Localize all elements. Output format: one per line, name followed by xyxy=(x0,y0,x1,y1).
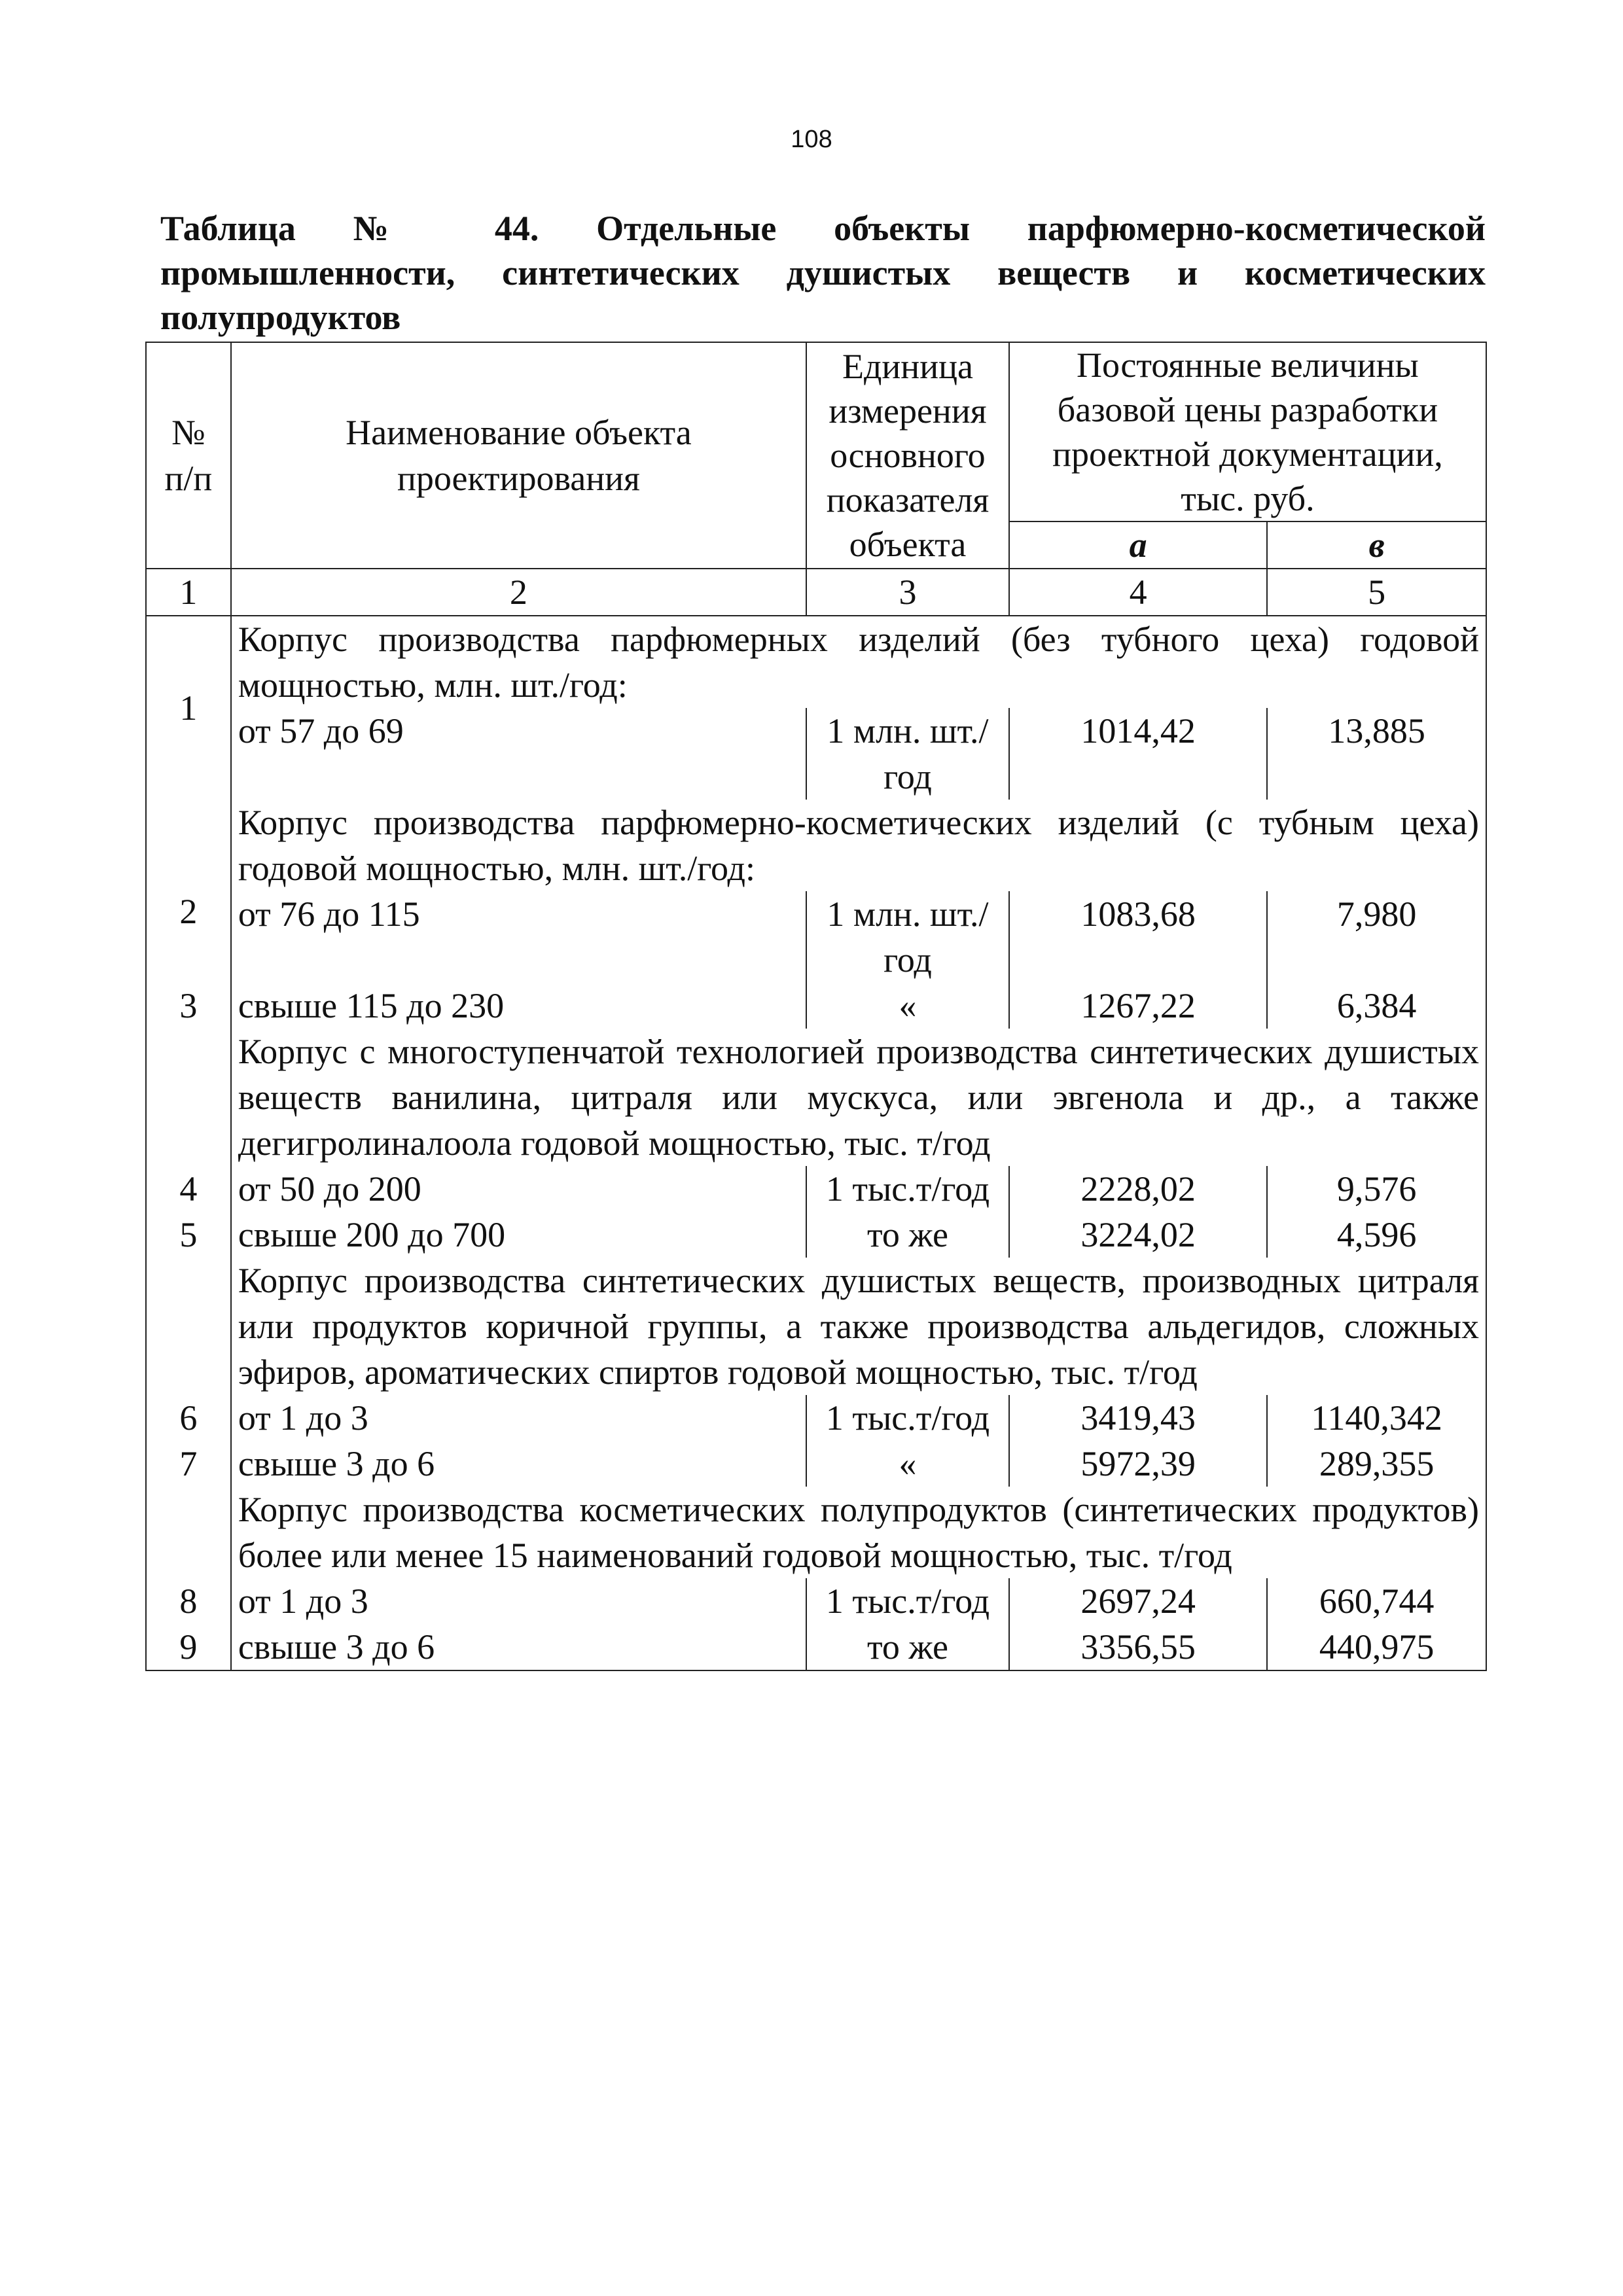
row-unit: « xyxy=(806,983,1009,1029)
col-number: 4 xyxy=(1009,569,1267,616)
row-value-b: 6,384 xyxy=(1267,983,1486,1029)
row-value-b: 7,980 xyxy=(1267,891,1486,983)
row-value-a: 1267,22 xyxy=(1009,983,1267,1029)
row-number-empty xyxy=(146,1487,231,1578)
page-number: 108 xyxy=(791,126,832,153)
row-number: 6 xyxy=(146,1395,231,1441)
row-name: от 50 до 200 xyxy=(231,1166,806,1212)
row-number-empty xyxy=(146,1029,231,1166)
row-value-a: 5972,39 xyxy=(1009,1441,1267,1487)
header-num: № п/п xyxy=(146,342,231,569)
table-title: Таблица № 44. Отдельные объекты парфюмерно-косметической промышленности, синтетических душистых веществ и косметических полупродуктов xyxy=(160,209,1486,337)
row-value-a: 3356,55 xyxy=(1009,1624,1267,1670)
table-row xyxy=(146,891,1486,983)
row-name: от 1 до 3 xyxy=(231,1395,806,1441)
table-body xyxy=(146,342,1486,1670)
price-table xyxy=(145,342,1487,1671)
row-value-b: 1140,342 xyxy=(1267,1395,1486,1441)
table-row xyxy=(146,1212,1486,1258)
col-number: 5 xyxy=(1267,569,1486,616)
row-name: свыше 115 до 230 xyxy=(231,983,806,1029)
table-row xyxy=(146,1441,1486,1487)
header-row xyxy=(146,342,1486,521)
row-value-a: 2228,02 xyxy=(1009,1166,1267,1212)
row-name: свыше 3 до 6 xyxy=(231,1441,806,1487)
group-row xyxy=(146,1487,1486,1578)
header-name: Наименование объекта проектирования xyxy=(231,342,806,569)
row-number: 7 xyxy=(146,1441,231,1487)
row-number-empty xyxy=(146,1258,231,1395)
row-unit: 1 тыс.т/год xyxy=(806,1578,1009,1624)
row-value-b: 4,596 xyxy=(1267,1212,1486,1258)
group-title: Корпус производства синтетических душистых веществ, производных цитраля или продуктов коричной группы, а также производства альдегидов, сложных эфиров, ароматических спиртов годовой мощностью, тыс. т/год xyxy=(231,1258,1486,1395)
table-row xyxy=(146,1395,1486,1441)
row-unit: 1 млн. шт./год xyxy=(806,708,1009,800)
group-row xyxy=(146,1029,1486,1166)
row-number: 3 xyxy=(146,983,231,1029)
col-number: 1 xyxy=(146,569,231,616)
row-value-b: 9,576 xyxy=(1267,1166,1486,1212)
group-title: Корпус производства косметических полупродуктов (синтетических продуктов) более или менее 15 наименований годовой мощностью, тыс. т/год xyxy=(231,1487,1486,1578)
row-value-b: 289,355 xyxy=(1267,1441,1486,1487)
row-value-a: 3224,02 xyxy=(1009,1212,1267,1258)
row-value-a: 1083,68 xyxy=(1009,891,1267,983)
row-number: 4 xyxy=(146,1166,231,1212)
row-value-a: 1014,42 xyxy=(1009,708,1267,800)
row-value-a: 2697,24 xyxy=(1009,1578,1267,1624)
row-value-a: 3419,43 xyxy=(1009,1395,1267,1441)
table-row xyxy=(146,983,1486,1029)
row-number: 8 xyxy=(146,1578,231,1624)
row-unit: 1 млн. шт./год xyxy=(806,891,1009,983)
table-row xyxy=(146,1166,1486,1212)
group-title: Корпус с многоступенчатой технологией производства синтетических душистых веществ ванилина, цитраля или мускуса, или эвгенола и др., а также дегигролиналоола годовой мощностью, тыс. т/год xyxy=(231,1029,1486,1166)
row-number: 5 xyxy=(146,1212,231,1258)
row-name: от 76 до 115 xyxy=(231,891,806,983)
row-value-b: 13,885 xyxy=(1267,708,1486,800)
row-name: от 57 до 69 xyxy=(231,708,806,800)
row-number: 9 xyxy=(146,1624,231,1670)
row-name: свыше 200 до 700 xyxy=(231,1212,806,1258)
header-price: Постоянные величины базовой цены разработки проектной документации, тыс. руб. xyxy=(1009,342,1486,521)
col-number: 2 xyxy=(231,569,806,616)
header-col-b: в xyxy=(1267,521,1486,569)
group-title: Корпус производства парфюмерно-косметических изделий (с тубным цеха) годовой мощностью, млн. шт./год: xyxy=(231,800,1486,891)
table-row xyxy=(146,708,1486,800)
row-value-b: 440,975 xyxy=(1267,1624,1486,1670)
row-unit: « xyxy=(806,1441,1009,1487)
table-row xyxy=(146,1624,1486,1670)
row-unit: 1 тыс.т/год xyxy=(806,1166,1009,1212)
group-row xyxy=(146,800,1486,891)
row-name: свыше 3 до 6 xyxy=(231,1624,806,1670)
row-value-b: 660,744 xyxy=(1267,1578,1486,1624)
column-number-row xyxy=(146,569,1486,616)
group-title: Корпус производства парфюмерных изделий (без тубного цеха) годовой мощностью, млн. шт./год: xyxy=(231,616,1486,708)
row-number: 2 xyxy=(146,800,231,983)
header-col-a: а xyxy=(1009,521,1267,569)
table-row xyxy=(146,1578,1486,1624)
group-row xyxy=(146,1258,1486,1395)
group-row xyxy=(146,616,1486,708)
row-unit: то же xyxy=(806,1624,1009,1670)
header-unit: Единица измерения основного показателя объекта xyxy=(806,342,1009,569)
row-unit: 1 тыс.т/год xyxy=(806,1395,1009,1441)
row-name: от 1 до 3 xyxy=(231,1578,806,1624)
row-number: 1 xyxy=(146,616,231,800)
col-number: 3 xyxy=(806,569,1009,616)
row-unit: то же xyxy=(806,1212,1009,1258)
